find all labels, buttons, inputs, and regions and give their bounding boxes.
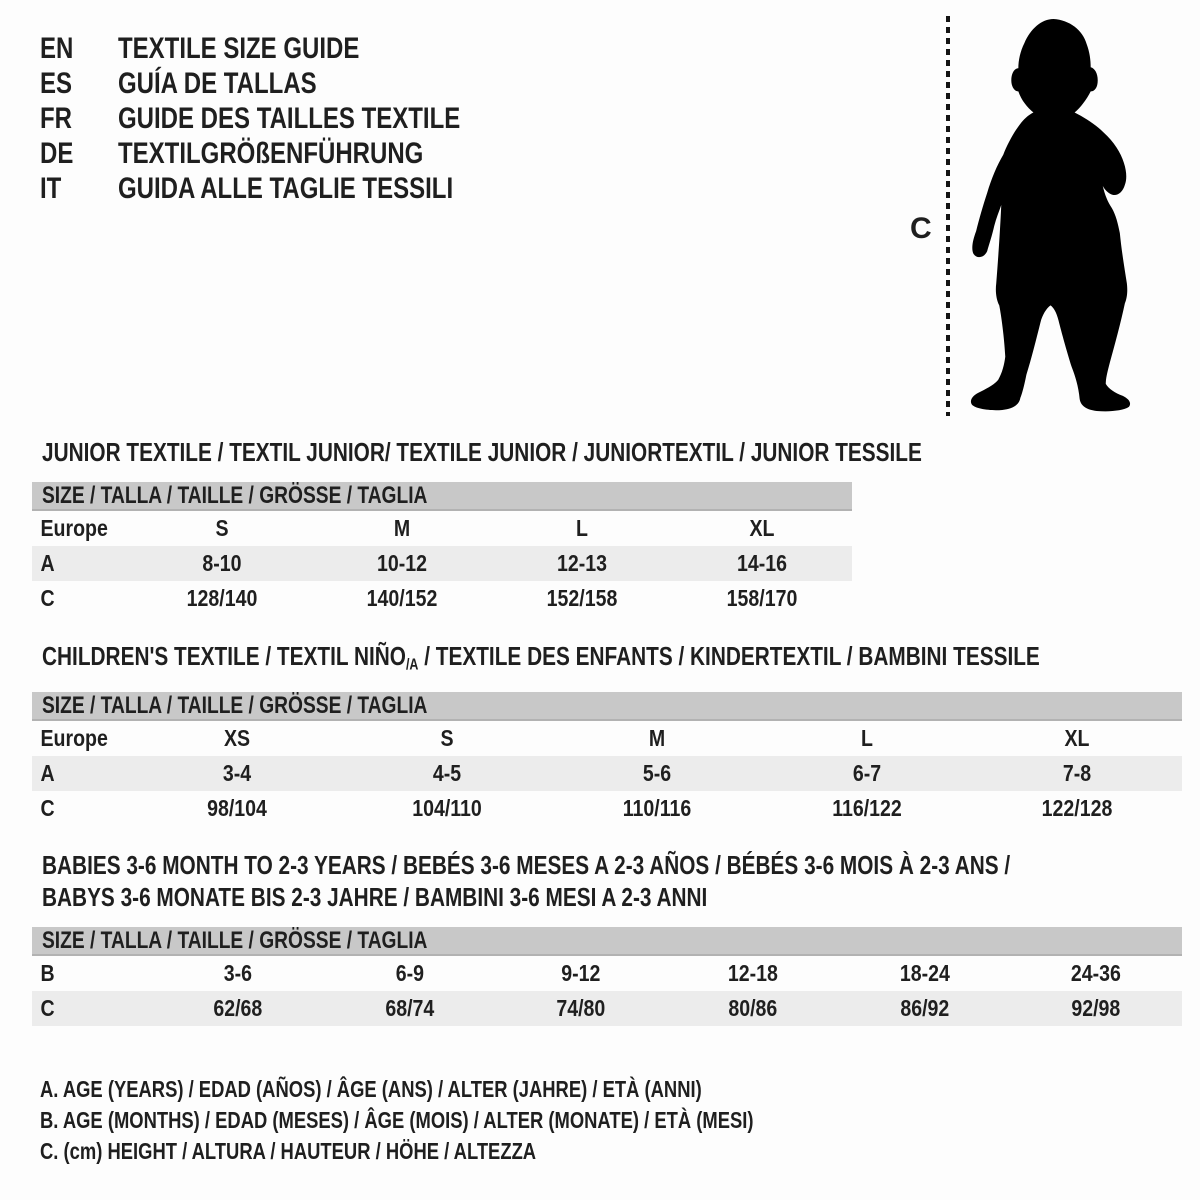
lang-row-en (40, 31, 546, 66)
row-label: Europe (40, 515, 108, 541)
height-measure-dashed-line (946, 16, 950, 416)
lang-code: ES (40, 66, 73, 100)
table-row-months (32, 956, 1182, 991)
lang-code: DE (40, 136, 74, 170)
row-label: C (40, 585, 55, 611)
footnote-age-years: A. AGE (YEARS) / EDAD (AÑOS) / ÂGE (ANS) / ALTER (JAHRE) / ETÀ (ANNI) (40, 1076, 702, 1102)
value-cell: 4-5 (432, 760, 462, 786)
value-cell: 116/122 (832, 795, 902, 821)
value-cell: 158/170 (726, 585, 798, 611)
lang-row-es (40, 66, 546, 101)
size-col: L (576, 515, 588, 541)
size-header-bar: SIZE / TALLA / TAILLE / GRÖSSE / TAGLIA (32, 482, 852, 511)
lang-row-it (40, 171, 546, 206)
table-row-height (32, 791, 1182, 826)
value-cell: 110/116 (622, 795, 692, 821)
children-size-table (32, 692, 1182, 826)
lang-code: FR (40, 101, 72, 135)
value-cell: 8-10 (202, 550, 242, 576)
table-row-age (32, 546, 852, 581)
value-cell: 104/110 (412, 795, 482, 821)
value-cell: 12-13 (556, 550, 607, 576)
row-label: Europe (40, 725, 108, 751)
value-cell: 7-8 (1062, 760, 1092, 786)
value-cell: 10-12 (376, 550, 427, 576)
junior-section-title: JUNIOR TEXTILE / TEXTIL JUNIOR/ TEXTILE JUNIOR / JUNIORTEXTIL / JUNIOR TESSILE (42, 437, 922, 467)
lang-title: TEXTILE SIZE GUIDE (118, 31, 360, 65)
lang-title: GUIDE DES TAILLES TEXTILE (118, 101, 461, 135)
value-cell: 24-36 (1071, 960, 1122, 986)
size-col: XS (223, 725, 251, 751)
size-col: L (861, 725, 873, 751)
table-row-height (32, 991, 1182, 1026)
babies-size-table (32, 927, 1182, 1026)
table-row-height (32, 581, 852, 616)
lang-title: TEXTILGRÖßENFÜHRUNG (118, 136, 424, 170)
value-cell: 12-18 (727, 960, 778, 986)
lang-code: IT (40, 171, 62, 205)
table-row-sizes (32, 721, 1182, 756)
language-title-block (40, 31, 546, 206)
babies-section-title: BABIES 3-6 MONTH TO 2-3 YEARS / BEBÉS 3-6 MESES A 2-3 AÑOS / BÉBÉS 3-6 MOIS À 2-3 ANS / BABYS 3-6 MONATE BIS 2-3 JAHRE / BAMBINI 3-6 MESI A 2-3 ANNI (42, 850, 1011, 912)
size-col: XL (1064, 725, 1090, 751)
value-cell: 152/158 (546, 585, 618, 611)
value-cell: 3-6 (223, 960, 252, 986)
toddler-silhouette (962, 14, 1140, 421)
value-cell: 98/104 (207, 795, 267, 821)
lang-row-de (40, 136, 546, 171)
value-cell: 62/68 (213, 995, 263, 1021)
value-cell: 3-4 (222, 760, 252, 786)
value-cell: 80/86 (728, 995, 778, 1021)
row-label: C (40, 795, 55, 821)
nino-a-subscript: /A (405, 656, 419, 674)
lang-code: EN (40, 31, 74, 65)
footnote-age-months: B. AGE (MONTHS) / EDAD (MESES) / ÂGE (MOIS) / ALTER (MONATE) / ETÀ (MESI) (40, 1107, 754, 1133)
size-col: M (393, 515, 411, 541)
lang-row-fr (40, 101, 546, 136)
legend-footnotes (40, 1074, 932, 1167)
value-cell: 6-9 (395, 960, 424, 986)
row-label: A (40, 760, 55, 786)
junior-size-table (32, 482, 852, 616)
row-label: A (40, 550, 55, 576)
lang-title: GUIDA ALLE TAGLIE TESSILI (118, 171, 454, 205)
value-cell: 68/74 (385, 995, 434, 1021)
value-cell: 92/98 (1071, 995, 1121, 1021)
lang-title: GUÍA DE TALLAS (118, 66, 317, 100)
value-cell: 18-24 (899, 960, 950, 986)
value-cell: 5-6 (642, 760, 672, 786)
row-label: B (40, 960, 55, 986)
footnote-height-cm: C. (cm) HEIGHT / ALTURA / HAUTEUR / HÖHE / ALTEZZA (40, 1138, 537, 1164)
size-col: M (648, 725, 666, 751)
table-row-age (32, 756, 1182, 791)
value-cell: 14-16 (736, 550, 787, 576)
table-row-sizes (32, 511, 852, 546)
size-col: XL (749, 515, 775, 541)
size-header-bar: SIZE / TALLA / TAILLE / GRÖSSE / TAGLIA (32, 692, 1182, 721)
children-section-title: CHILDREN'S TEXTILE / TEXTIL $NIÑO_{/A}$ / TEXTILE DES ENFANTS / KINDERTEXTIL / BAMBINI TESSILE (42, 641, 1040, 674)
value-cell: 128/140 (186, 585, 258, 611)
size-col: S (440, 725, 454, 751)
size-col: S (215, 515, 229, 541)
value-cell: 74/80 (556, 995, 606, 1021)
value-cell: 140/152 (366, 585, 438, 611)
height-measure-label: C (910, 212, 932, 245)
row-label: C (40, 995, 55, 1021)
value-cell: 9-12 (561, 960, 601, 986)
value-cell: 122/128 (1041, 795, 1113, 821)
size-header-bar: SIZE / TALLA / TAILLE / GRÖSSE / TAGLIA (32, 927, 1182, 956)
value-cell: 86/92 (900, 995, 949, 1021)
value-cell: 6-7 (852, 760, 882, 786)
